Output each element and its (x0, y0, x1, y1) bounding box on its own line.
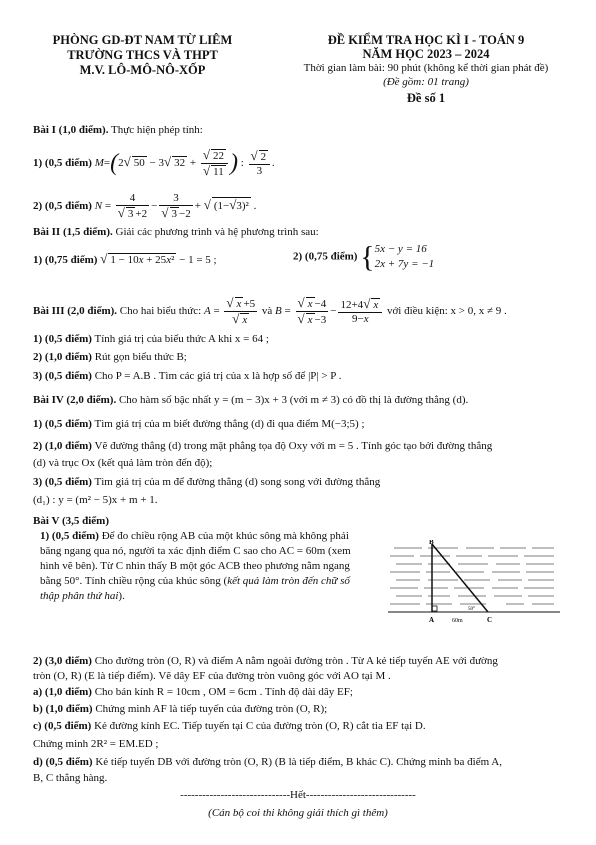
bai1-q2-formula: N = $\frac{4}{√ 3 +2}$ − $\frac{3}{√ 3 -2}$ + √ (1−√3)² . (94, 192, 257, 220)
bai4-q3-cont: (d₁) : y = (m² − 5)x + m + 1. (33, 494, 158, 506)
bai3-q2-text: Rút gọn biểu thức B; (91, 351, 187, 363)
bai3-q3 (33, 370, 342, 383)
bai4-q3-text: Tìm giá trị của m để đường thẳng (d) song song với đường thẳng (91, 476, 381, 488)
bai5-b-label: b) (1,0 điểm) (33, 703, 93, 715)
bai4-q3-label: 3) (0,5 điểm) (33, 476, 92, 488)
bai1-title: Bài I (1,0 điểm). (33, 124, 109, 136)
bai4-heading (33, 394, 468, 407)
bai5-a (33, 686, 353, 699)
bai5-q1 (40, 529, 362, 604)
bai1-q1-label: 1) (0,5 điểm) (33, 157, 92, 170)
bai4-q1 (33, 418, 365, 431)
bai5-a-label: a) (1,0 điểm) (33, 686, 92, 698)
proctor-note: (Cán bộ coi thi không giải thích gì thêm) (208, 807, 388, 819)
bai5-q1-label: 1) (0,5 điểm) (40, 530, 99, 542)
fig-label-a: A (429, 616, 435, 624)
bai5-q2 (33, 655, 498, 668)
bai5-b (33, 703, 327, 716)
fig-label-b: B (429, 540, 434, 546)
bai5-c (33, 720, 426, 733)
bai3-q2 (33, 351, 187, 364)
bai5-c-label: c) (0,5 điểm) (33, 720, 92, 732)
bai3-q1-label: 1) (0,5 điểm) (33, 333, 92, 345)
bai5-q2-cont: tròn (O, R) (E là tiếp điểm). Vẽ dây EF của đường tròn vuông góc với AO tại M . (33, 670, 391, 682)
bai3-formula-b: B = $\frac{√ x -4}{√ x -3}$ − $\frac{12+4√ x}{9-x}$ (275, 305, 384, 317)
bai2-q1-label: 1) (0,75 điểm) (33, 254, 98, 266)
river-figure (388, 540, 560, 626)
bai4-q1-label: 1) (0,5 điểm) (33, 418, 92, 430)
bai3-q3-text: Cho P = A.B . Tìm các giá trị của x là hợp số để |P| > P . (91, 370, 342, 382)
bai5-q2-text: Cho đường tròn (O, R) và điểm A nằm ngoài đường tròn . Từ A kẻ tiếp tuyến AE với đường (91, 655, 498, 667)
exam-code: Đề số 1 (406, 91, 446, 105)
bai4-title: Bài IV (2,0 điểm). (33, 394, 117, 406)
bai1-task: Thực hiện phép tính: (108, 124, 203, 136)
exam-title: ĐỀ KIỂM TRA HỌC KÌ I - TOÁN 9 (327, 33, 525, 47)
segment-bc (432, 544, 488, 612)
school-year: NĂM HỌC 2023 – 2024 (362, 47, 490, 61)
bai1-q2 (33, 192, 256, 221)
bai4-intro: Cho hàm số bậc nhất y = (m − 3)x + 3 (với m ≠ 3) có đồ thị là đường thẳng (d). (116, 394, 469, 406)
bai5-q1-end: ). (118, 590, 125, 602)
bai3-heading (33, 296, 507, 327)
bai5-c-text: Kẻ đường kính EC. Tiếp tuyến tại C của đường tròn (O, R) cắt tia EF tại D. (91, 720, 426, 732)
bai3-q1 (33, 333, 269, 346)
bai2-sys-eq1: 5x − y = 16 (374, 243, 427, 255)
bai3-q1-text: Tính giá trị của biểu thức A khi x = 64 ; (91, 333, 269, 345)
bai4-q2-text: Vẽ đường thẳng (d) trong mặt phẳng tọa độ Oxy với m = 5 . Tính góc tạo bởi đường thẳng (91, 440, 493, 452)
fig-length-label: 60m (452, 618, 463, 624)
bai5-d-cont: B, C thẳng hàng. (33, 772, 108, 784)
bai1-q1 (33, 148, 275, 179)
time-limit: Thời gian làm bài: 90 phút (không kể thời gian phát đề) (303, 62, 549, 74)
bai3-title: Bài III (2,0 điểm). (33, 305, 118, 318)
bai3-and: và (261, 305, 273, 318)
bai5-a-text: Cho bán kính R = 10cm , OM = 6cm . Tính độ dài dây EF; (91, 686, 353, 698)
bai2-q2: 2) (0,75 điểm) { 5x − y = 16 2x + 7y = −1 (293, 240, 435, 274)
bai4-q2 (33, 440, 492, 453)
bai5-q2-label: 2) (3,0 điểm) (33, 655, 92, 667)
bai4-q3 (33, 476, 380, 489)
department-name: PHÒNG GD-ĐT NAM TỪ LIÊM (52, 33, 233, 47)
bai5-d (33, 756, 502, 769)
bai3-q3-label: 3) (0,5 điểm) (33, 370, 92, 382)
bai2-heading (33, 226, 319, 239)
bai2-q1-formula: √ 1 − 10x + 25x² − 1 = 5 ; (100, 251, 217, 266)
bai2-task: Giải các phương trình và hệ phương trình sau: (112, 226, 319, 238)
fig-angle-label: 50° (468, 607, 475, 612)
bai5-c-cont: Chứng minh 2R² = EM.ED ; (33, 738, 159, 750)
bai5-q1-text: Để đo chiều rộng AB của một khúc sông mà không phải băng ngang qua nó, người ta xác định điểm C sao cho AC = 60m (xem hình vẽ bên). Từ C nhìn thấy B một góc ACB theo phương nằm ngang bằng 50°. Tính chiều rộng của khúc sông ( (40, 530, 351, 587)
school-subname: M.V. LÔ-MÔ-NÔ-XỐP (79, 63, 206, 77)
bai1-heading (33, 124, 203, 137)
bai2-q2-label: 2) (0,75 điểm) (293, 250, 358, 263)
page-count: (Đề gồm: 01 trang) (383, 76, 469, 88)
bai3-q2-label: 2) (1,0 điểm) (33, 351, 92, 363)
bai2-q1 (33, 252, 217, 267)
bai3-condition: với điều kiện: x > 0, x ≠ 9 . (386, 305, 507, 318)
bai5-d-label: d) (0,5 điểm) (33, 756, 93, 768)
bai4-q2-cont: (d) và trục Ox (kết quả làm tròn đến độ); (33, 457, 213, 469)
bai5-d-text: Kẻ tiếp tuyến DB với đường tròn (O, R) (B là tiếp điểm, B khác C). Chứng minh ba điểm A, (92, 756, 503, 768)
bai5-title: Bài V (3,5 điểm) (33, 515, 109, 527)
bai2-title: Bài II (1,5 điểm). (33, 226, 113, 238)
school-header (40, 33, 245, 78)
school-name: TRƯỜNG THCS VÀ THPT (67, 48, 218, 62)
bai4-q1-text: Tìm giá trị của m biết đường thẳng (d) đi qua điểm M(−3;5) ; (91, 418, 365, 430)
bai5-b-text: Chứng minh AF là tiếp tuyến của đường tròn (O, R); (92, 703, 328, 715)
bai3-formula-a: A = $\frac{√ x +5}{√ x}$ (203, 295, 256, 326)
bai4-q2-label: 2) (1,0 điểm) (33, 440, 92, 452)
bai1-q1-formula: M=(2√ 50 − 3√ 32 + $\frac{√ 22}{√ 11}$ ) : $\frac{√ 2}{3}$ . (94, 147, 275, 178)
bai3-intro: Cho hai biểu thức: (117, 305, 202, 318)
fig-label-c: C (487, 616, 493, 624)
river-waves (390, 548, 554, 604)
bai2-sys-eq2: 2x + 7y = −1 (374, 258, 435, 270)
end-marker: ------------------------------Hết------------------------------ (180, 789, 416, 801)
bai1-q2-label: 2) (0,5 điểm) (33, 200, 92, 213)
exam-header (282, 33, 570, 105)
bai5-q1-note: kết quả làm tròn đến chữ số thập phân thứ hai (40, 575, 350, 602)
